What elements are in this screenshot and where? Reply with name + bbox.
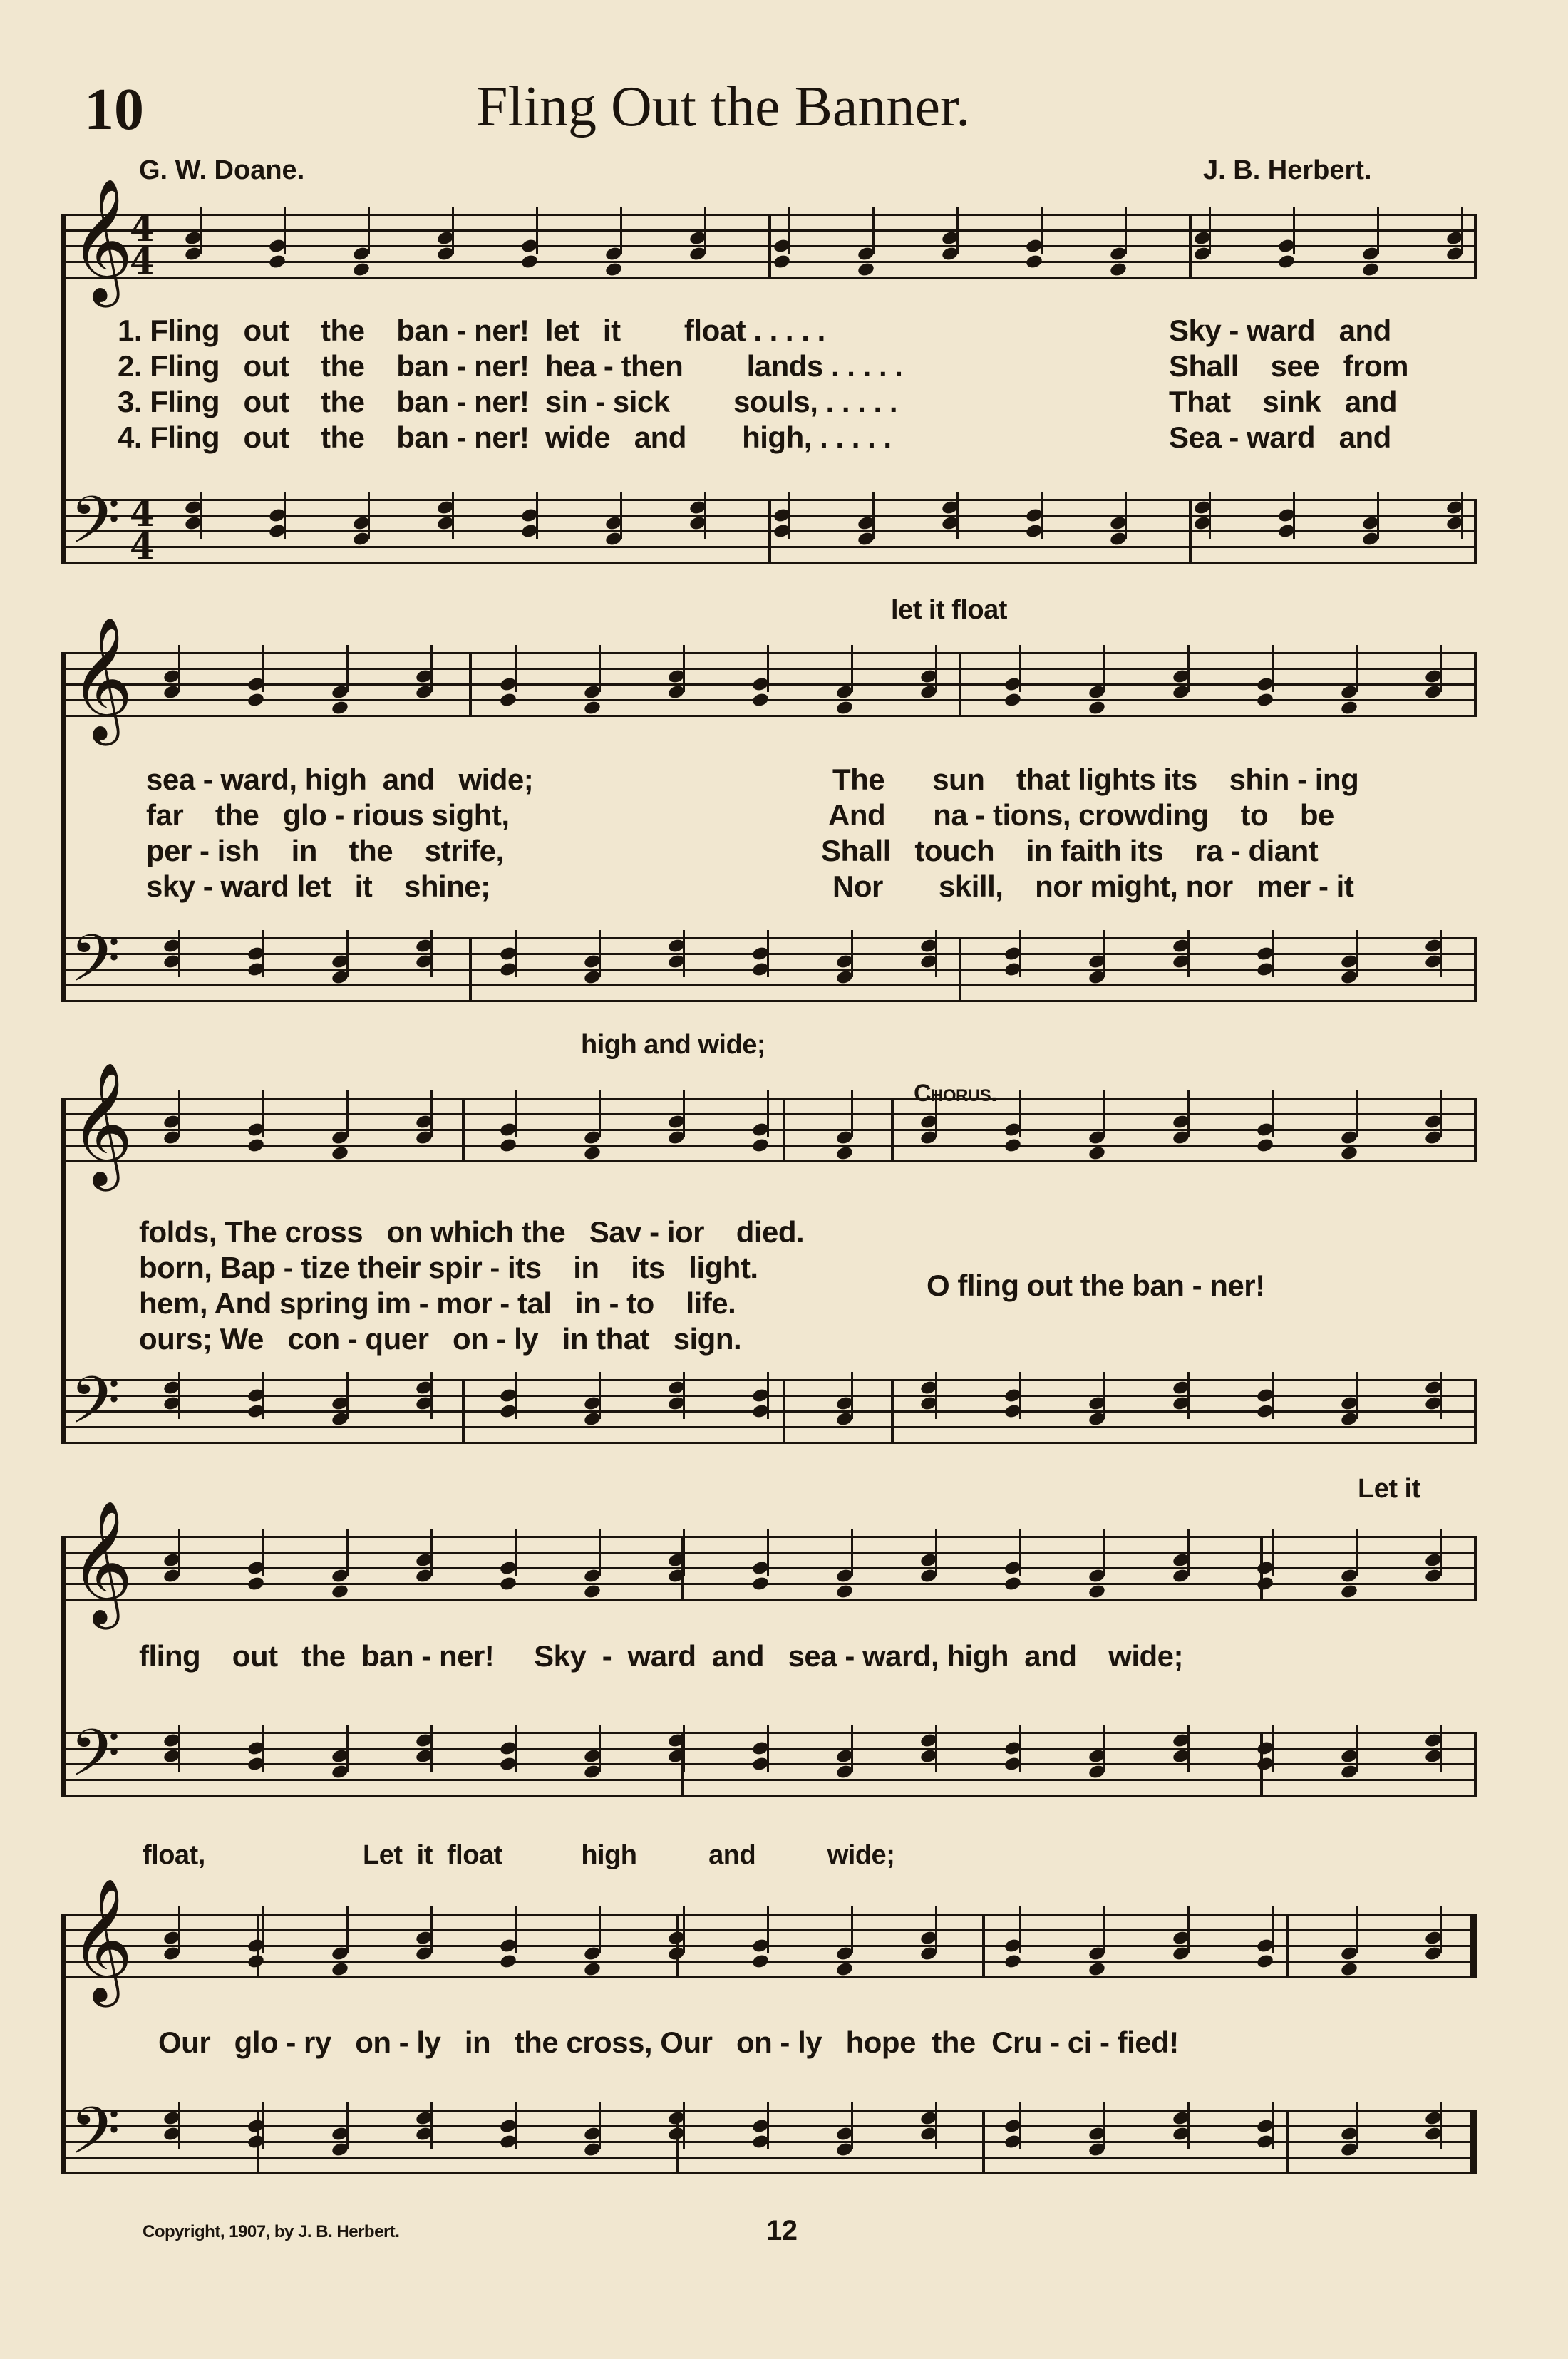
barline <box>1470 1914 1477 1978</box>
note-stem <box>1187 930 1190 977</box>
note-stem <box>1440 1906 1442 1953</box>
note-stem <box>430 1529 433 1576</box>
system-brace-line <box>61 1536 66 1797</box>
note-stem <box>1125 207 1127 254</box>
note-stem <box>620 492 622 539</box>
verse-1-line-1-end: Sky - ward and <box>1169 314 1391 347</box>
system-brace-line <box>61 652 66 1002</box>
note-stem <box>1440 930 1442 977</box>
note-stem <box>346 1090 349 1137</box>
note-stem <box>515 1906 517 1953</box>
note-stem <box>1103 1372 1105 1419</box>
note-stem <box>851 1529 853 1576</box>
note-stem <box>1356 1529 1358 1576</box>
note-stem <box>1019 645 1021 692</box>
note-stem <box>1019 1725 1021 1772</box>
note-stem <box>262 1906 264 1953</box>
note-stem <box>599 2102 601 2149</box>
note-stem <box>767 1529 769 1576</box>
note-stem <box>935 1725 937 1772</box>
note-stem <box>935 1529 937 1576</box>
barline <box>959 937 961 1002</box>
note-stem <box>851 2102 853 2149</box>
note-stem <box>178 1529 180 1576</box>
note-stem <box>1440 1529 1442 1576</box>
barline <box>1470 2110 1477 2174</box>
barline <box>1474 652 1477 717</box>
note-stem <box>851 1725 853 1772</box>
note-stem <box>515 1725 517 1772</box>
note-stem <box>515 2102 517 2149</box>
note-stem <box>200 207 202 254</box>
note-stem <box>1440 1090 1442 1137</box>
note-stem <box>851 1372 853 1419</box>
note-stem <box>1440 1372 1442 1419</box>
note-stem <box>178 930 180 977</box>
treble-clef-icon: 𝄞 <box>70 1878 133 2002</box>
soprano-text-5: Our glo - ry on - ly in the cross, Our on - ly hope the Cru - ci - fied! <box>158 2025 1179 2059</box>
hymn-title: Fling Out the Banner. <box>476 76 971 138</box>
soprano-text-4: fling out the ban - ner! Sky - ward and sea - ward, high and wide; <box>139 1639 1183 1673</box>
page-number: 12 <box>766 2215 798 2246</box>
note-stem <box>452 207 454 254</box>
note-stem <box>430 2102 433 2149</box>
note-stem <box>956 207 959 254</box>
barline <box>783 1379 785 1444</box>
note-stem <box>346 645 349 692</box>
note-stem <box>683 1725 685 1772</box>
barline <box>462 1379 465 1444</box>
barline <box>1189 499 1192 564</box>
system-brace-line <box>61 1914 66 2174</box>
note-stem <box>1187 1906 1190 1953</box>
note-stem <box>1272 1906 1274 1953</box>
note-stem <box>1356 930 1358 977</box>
treble-clef-icon: 𝄞 <box>70 1062 133 1186</box>
note-stem <box>935 1906 937 1953</box>
note-stem <box>767 1372 769 1419</box>
note-stem <box>599 1372 601 1419</box>
note-stem <box>599 1725 601 1772</box>
note-stem <box>368 207 370 254</box>
note-stem <box>262 1090 264 1137</box>
verse-3-line-2-end: Shall touch in faith its ra - diant <box>821 834 1319 867</box>
note-stem <box>1187 2102 1190 2149</box>
barline <box>1474 1379 1477 1444</box>
note-stem <box>683 2102 685 2149</box>
note-stem <box>1293 492 1295 539</box>
note-stem <box>683 1372 685 1419</box>
note-stem <box>262 1725 264 1772</box>
note-stem <box>346 1725 349 1772</box>
barline <box>982 2110 985 2174</box>
verse-3-line-2: per - ish in the strife, <box>146 834 504 867</box>
note-stem <box>767 645 769 692</box>
verse-2-line-1-end: Shall see from <box>1169 349 1408 383</box>
note-stem <box>1103 1725 1105 1772</box>
note-stem <box>767 930 769 977</box>
bass-clef-icon: 𝄢 <box>70 921 120 1012</box>
note-stem <box>851 1906 853 1953</box>
barline <box>1286 1914 1289 1978</box>
note-stem <box>1377 207 1379 254</box>
verse-2-line-3: born, Bap - tize their spir - its in its light. <box>139 1251 758 1284</box>
note-stem <box>1103 2102 1105 2149</box>
note-stem <box>1187 1529 1190 1576</box>
note-stem <box>1103 1090 1105 1137</box>
note-stem <box>1019 1090 1021 1137</box>
verse-2-line-1: 2. Fling out the ban - ner! hea - then lands . . . . . <box>118 349 903 383</box>
note-stem <box>1440 645 1442 692</box>
note-stem <box>767 1725 769 1772</box>
note-stem <box>515 1529 517 1576</box>
note-stem <box>178 1090 180 1137</box>
note-stem <box>1461 492 1463 539</box>
verse-1-line-1: 1. Fling out the ban - ner! let it float . . . . . <box>118 314 825 347</box>
note-stem <box>1293 207 1295 254</box>
note-stem <box>1103 645 1105 692</box>
note-stem <box>1461 207 1463 254</box>
note-stem <box>1272 1725 1274 1772</box>
note-stem <box>1187 645 1190 692</box>
note-stem <box>430 1372 433 1419</box>
barline <box>1474 1098 1477 1162</box>
verse-4-line-1-end: Sea - ward and <box>1169 420 1391 454</box>
barline <box>469 937 472 1002</box>
note-stem <box>788 207 790 254</box>
bass-clef-icon: 𝄢 <box>70 1715 120 1807</box>
treble-clef-icon: 𝄞 <box>70 616 133 740</box>
barline <box>462 1098 465 1162</box>
note-stem <box>284 492 286 539</box>
note-stem <box>1356 645 1358 692</box>
verse-3-line-3: hem, And spring im - mor - tal in - to life. <box>139 1286 736 1320</box>
note-stem <box>599 645 601 692</box>
note-stem <box>515 645 517 692</box>
note-stem <box>346 1372 349 1419</box>
verse-3-line-1: 3. Fling out the ban - ner! sin - sick souls, . . . . . <box>118 385 898 418</box>
lyricist: G. W. Doane. <box>139 155 305 185</box>
note-stem <box>1019 1372 1021 1419</box>
barline <box>1474 937 1477 1002</box>
note-stem <box>284 207 286 254</box>
note-stem <box>536 492 538 539</box>
verse-2-line-2-end: And na - tions, crowding to be <box>828 798 1334 832</box>
barline <box>891 1098 894 1162</box>
verse-2-line-2: far the glo - rious sight, <box>146 798 510 832</box>
note-stem <box>430 1725 433 1772</box>
barline <box>768 214 771 279</box>
note-stem <box>1103 1906 1105 1953</box>
note-stem <box>1125 492 1127 539</box>
bass-clef-icon: 𝄢 <box>70 482 120 574</box>
note-stem <box>200 492 202 539</box>
verse-4-line-2: sky - ward let it shine; <box>146 869 490 903</box>
note-stem <box>1187 1090 1190 1137</box>
note-stem <box>346 1906 349 1953</box>
note-stem <box>1187 1372 1190 1419</box>
note-stem <box>515 1090 517 1137</box>
barline <box>1286 2110 1289 2174</box>
note-stem <box>599 1090 601 1137</box>
note-stem <box>1103 1529 1105 1576</box>
bass-text-4: float, Let it float high and wide; <box>143 1840 895 1870</box>
note-stem <box>1440 2102 1442 2149</box>
note-stem <box>1019 1529 1021 1576</box>
bass-text-3: Let it <box>1358 1474 1420 1504</box>
verse-4-line-3: ours; We con - quer on - ly in that sign. <box>139 1322 742 1356</box>
note-stem <box>767 1090 769 1137</box>
note-stem <box>788 492 790 539</box>
note-stem <box>262 930 264 977</box>
note-stem <box>1356 2102 1358 2149</box>
note-stem <box>1187 1725 1190 1772</box>
note-stem <box>1209 492 1211 539</box>
note-stem <box>515 930 517 977</box>
note-stem <box>599 930 601 977</box>
note-stem <box>262 1529 264 1576</box>
barline <box>891 1379 894 1444</box>
barline <box>1189 214 1192 279</box>
verse-4-line-1: 4. Fling out the ban - ner! wide and high, . . . . . <box>118 420 892 454</box>
barline <box>1474 1732 1477 1797</box>
note-stem <box>178 645 180 692</box>
note-stem <box>430 1090 433 1137</box>
note-stem <box>1356 1725 1358 1772</box>
note-stem <box>1272 645 1274 692</box>
note-stem <box>346 2102 349 2149</box>
copyright: Copyright, 1907, by J. B. Herbert. <box>143 2222 400 2241</box>
note-stem <box>683 645 685 692</box>
system-brace-line <box>61 214 66 564</box>
note-stem <box>683 930 685 977</box>
chorus-text: O fling out the ban - ner! <box>927 1269 1265 1302</box>
note-stem <box>1356 1906 1358 1953</box>
note-stem <box>1272 930 1274 977</box>
note-stem <box>178 2102 180 2149</box>
verse-3-line-1-end: That sink and <box>1169 385 1398 418</box>
verse-1-line-3: folds, The cross on which the Sav - ior died. <box>139 1215 805 1249</box>
composer: J. B. Herbert. <box>1203 155 1372 185</box>
barline <box>676 1914 679 1978</box>
note-stem <box>178 1906 180 1953</box>
note-stem <box>1356 1090 1358 1137</box>
barline <box>982 1914 985 1978</box>
note-stem <box>704 207 706 254</box>
note-stem <box>262 2102 264 2149</box>
note-stem <box>872 207 875 254</box>
note-stem <box>515 1372 517 1419</box>
note-stem <box>704 492 706 539</box>
note-stem <box>1272 1372 1274 1419</box>
verse-4-line-2-end: Nor skill, nor might, nor mer - it <box>832 869 1354 903</box>
barline <box>469 652 472 717</box>
note-stem <box>683 1090 685 1137</box>
bass-text-2: high and wide; <box>581 1030 765 1060</box>
note-stem <box>1103 930 1105 977</box>
note-stem <box>262 1372 264 1419</box>
note-stem <box>368 492 370 539</box>
barline <box>1474 499 1477 564</box>
treble-clef-icon: 𝄞 <box>70 1500 133 1624</box>
note-stem <box>851 930 853 977</box>
note-stem <box>1041 207 1043 254</box>
note-stem <box>599 1529 601 1576</box>
barline <box>959 652 961 717</box>
note-stem <box>620 207 622 254</box>
note-stem <box>430 645 433 692</box>
time-signature-icon: 4 4 <box>130 207 155 282</box>
note-stem <box>956 492 959 539</box>
note-stem <box>346 930 349 977</box>
note-stem <box>1019 2102 1021 2149</box>
note-stem <box>599 1906 601 1953</box>
note-stem <box>536 207 538 254</box>
note-stem <box>1356 1372 1358 1419</box>
bass-clef-icon: 𝄢 <box>70 1363 120 1454</box>
note-stem <box>1272 2102 1274 2149</box>
note-stem <box>935 930 937 977</box>
note-stem <box>935 1372 937 1419</box>
note-stem <box>872 492 875 539</box>
treble-clef-icon: 𝄞 <box>70 178 133 302</box>
note-stem <box>683 1529 685 1576</box>
note-stem <box>851 1090 853 1137</box>
note-stem <box>1019 930 1021 977</box>
verse-1-line-2: sea - ward, high and wide; <box>146 763 534 796</box>
time-signature-icon: 4 4 <box>130 492 155 567</box>
bass-text-1: let it float <box>891 595 1007 625</box>
verse-1-line-2-end: The sun that lights its shin - ing <box>832 763 1359 796</box>
note-stem <box>430 1906 433 1953</box>
system-brace-line <box>61 1098 66 1444</box>
note-stem <box>430 930 433 977</box>
barline <box>783 1098 785 1162</box>
barline <box>1474 214 1477 279</box>
note-stem <box>1440 1725 1442 1772</box>
note-stem <box>1272 1090 1274 1137</box>
note-stem <box>683 1906 685 1953</box>
note-stem <box>346 1529 349 1576</box>
note-stem <box>1041 492 1043 539</box>
note-stem <box>935 2102 937 2149</box>
barline <box>1474 1536 1477 1601</box>
note-stem <box>178 1725 180 1772</box>
note-stem <box>935 645 937 692</box>
bass-clef-icon: 𝄢 <box>70 2093 120 2184</box>
chorus-label: Chorus. <box>914 1080 998 1107</box>
hymn-number: 10 <box>84 76 144 143</box>
note-stem <box>767 1906 769 1953</box>
note-stem <box>1209 207 1211 254</box>
note-stem <box>452 492 454 539</box>
barline <box>768 499 771 564</box>
note-stem <box>1377 492 1379 539</box>
note-stem <box>1019 1906 1021 1953</box>
note-stem <box>851 645 853 692</box>
note-stem <box>1272 1529 1274 1576</box>
note-stem <box>178 1372 180 1419</box>
note-stem <box>767 2102 769 2149</box>
note-stem <box>262 645 264 692</box>
